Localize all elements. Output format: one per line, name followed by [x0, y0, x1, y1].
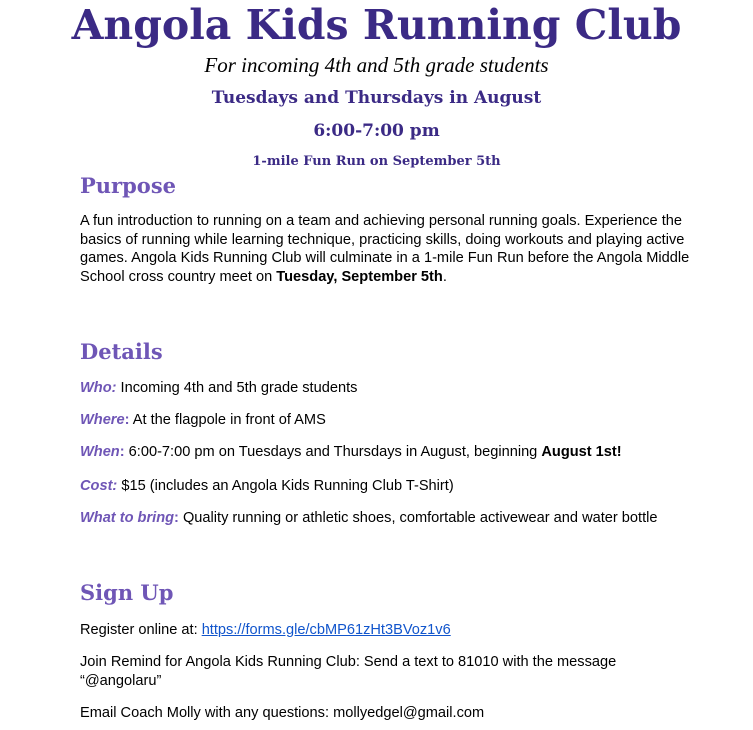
bring-label	[80, 510, 179, 526]
signup-remind: Join Remind for Angola Kids Running Club: Send a text to 81010 with the message “@angolaru”	[80, 654, 617, 689]
when-label-text: When	[80, 444, 120, 460]
cost-label: Cost:	[80, 478, 118, 494]
signup-email: Email Coach Molly with any questions: mollyedgel@gmail.com	[80, 705, 485, 721]
when-colon: :	[119, 444, 125, 460]
where-colon: :	[124, 412, 130, 428]
page-subtitle: For incoming 4th and 5th grade students	[204, 53, 549, 77]
where-label	[80, 412, 129, 428]
purpose-heading: Purpose	[80, 173, 176, 198]
detail-bring	[80, 509, 700, 528]
page-title: Angola Kids Running Club	[71, 1, 682, 49]
fun-run-line: 1-mile Fun Run on September 5th	[252, 154, 501, 169]
schedule-line: Tuesdays and Thursdays in August	[211, 88, 542, 108]
purpose-date: Tuesday, September 5th	[276, 268, 443, 285]
cost-text: $15 (includes an Angola Kids Running Club T-Shirt)	[117, 478, 454, 494]
details-heading: Details	[80, 339, 163, 364]
purpose-text: A fun introduction to running on a team and achieving personal running goals. Experience the basics of running while learning technique, practicing skills, doing workouts and playing active games. Angola Kids Running Club will culminate in a 1-mile Fun Run before the Angola Middle School cross country meet on	[80, 213, 690, 285]
detail-cost	[80, 477, 700, 496]
when-text: 6:00-7:00 pm on Tuesdays and Thursdays in August, beginning	[124, 444, 542, 460]
who-label: Who:	[80, 380, 117, 396]
detail-when	[80, 443, 700, 462]
where-label-text: Where	[80, 412, 125, 428]
when-label	[80, 444, 125, 460]
purpose-end: .	[442, 268, 447, 285]
detail-where	[80, 411, 700, 430]
bring-text: Quality running or athletic shoes, comfortable activewear and water bottle	[178, 510, 658, 526]
bring-colon: :	[174, 510, 179, 526]
bring-label-text: What to bring	[80, 510, 175, 526]
signup-register	[80, 621, 700, 640]
who-text: Incoming 4th and 5th grade students	[116, 380, 358, 396]
detail-who	[80, 379, 700, 398]
signup-heading: Sign Up	[80, 580, 174, 605]
when-bold: August 1st!	[541, 444, 622, 460]
register-text: Register online at:	[80, 622, 202, 638]
where-text: At the flagpole in front of AMS	[129, 412, 326, 428]
time-line: 6:00-7:00 pm	[313, 121, 440, 141]
purpose-paragraph	[80, 212, 700, 286]
register-link[interactable]: https://forms.gle/cbMP61zHt3BVoz1v6	[201, 622, 451, 638]
